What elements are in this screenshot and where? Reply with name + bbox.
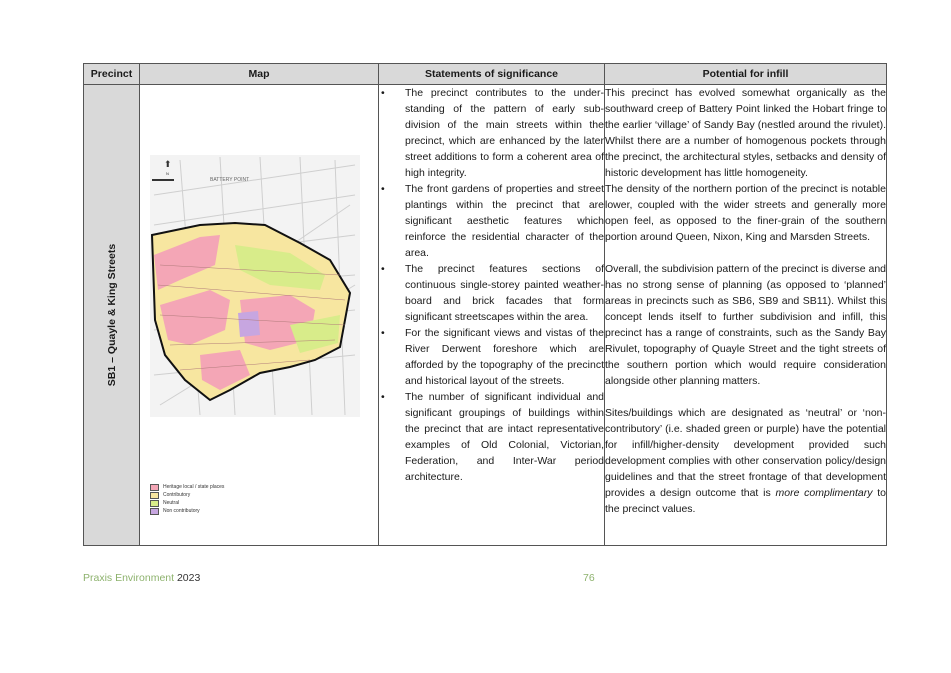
legend-label: Heritage local / state places bbox=[163, 484, 225, 490]
list-item: • The precinct features sections of continuous single-storey painted weather-board and brick facades that form significant streetscapes within the area. bbox=[379, 261, 604, 325]
legend-swatch-contributory bbox=[150, 492, 159, 499]
north-arrow-icon: ⬆ bbox=[164, 159, 172, 169]
precinct-name: SB1 – Quayle & King Streets bbox=[105, 243, 118, 387]
page-number: 76 bbox=[583, 572, 595, 584]
list-item: • The front gardens of properties and street plantings within the precinct that are significant aesthetic features which reinforce the residential character of the area. bbox=[379, 181, 604, 261]
north-label: N bbox=[166, 171, 169, 176]
footer-year: 2023 bbox=[176, 572, 201, 584]
precinct-map bbox=[140, 85, 378, 545]
map-area-label: BATTERY POINT bbox=[210, 177, 250, 183]
table-row bbox=[84, 85, 887, 546]
header-precinct: Precinct bbox=[84, 64, 140, 85]
list-item: • The precinct contributes to the under-standing of the pattern of early sub-division of the main streets within the precinct, which are enhanced by the later street additions to form a coherent area of high integrity. bbox=[379, 85, 604, 181]
list-item: • The number of significant individual and significant groupings of buildings within the precinct that are intact representative examples of Old Colonial, Victorian, Federation, and Inter-War period architecture. bbox=[379, 389, 604, 485]
infill-paragraph bbox=[605, 405, 886, 517]
statements-cell bbox=[379, 85, 605, 546]
non-contributory-area bbox=[238, 311, 260, 337]
infill-paragraph: Overall, the subdivision pattern of the precinct is diverse and has no strong sense of planning (as opposed to ‘planned’ areas in precincts such as SB6, SB9 and SB11). Whilst this concept lends itself to further subdivision and infill, this precinct has a range of constraints, such as the Sandy Bay Rivulet, topography of Quayle Street and the tight streets of the southern portion which would require consideration alongside other planning matters. bbox=[605, 263, 886, 387]
infill-paragraph: This precinct has evolved somewhat organically as the southward creep of Battery Point linked the Hobart fringe to the earlier ‘village’ of Sandy Bay (nestled around the rivulet). Whilst there are a number of homogenous pockets through the precinct, the architectural styles, setbacks and density of historic development has little homogeneity. bbox=[605, 87, 886, 179]
infill-emphasis: more complimentary bbox=[775, 487, 873, 499]
legend-swatch-heritage bbox=[150, 484, 159, 491]
legend-swatch-non-contributory bbox=[150, 508, 159, 515]
footer-brand: Praxis Environment bbox=[83, 572, 175, 584]
table-header-row bbox=[84, 64, 887, 85]
list-item: • For the significant views and vistas of the River Derwent foreshore which are afforded by the topography of the precinct and historical layout of the streets. bbox=[379, 325, 604, 389]
legend-label: Neutral bbox=[163, 500, 180, 506]
scale-bar bbox=[152, 179, 174, 181]
legend-item bbox=[150, 507, 224, 515]
header-map: Map bbox=[140, 64, 379, 85]
infill-cell bbox=[605, 85, 887, 546]
footer-credit bbox=[83, 572, 200, 584]
precinct-cell bbox=[84, 85, 140, 546]
header-statements: Statements of significance bbox=[379, 64, 605, 85]
legend-item bbox=[150, 491, 224, 499]
map-legend bbox=[150, 483, 224, 515]
legend-swatch-neutral bbox=[150, 500, 159, 507]
legend-label: Non contributory bbox=[163, 508, 200, 514]
map-cell bbox=[140, 85, 379, 546]
header-infill: Potential for infill bbox=[605, 64, 887, 85]
infill-text: Sites/buildings which are designated as ‘neutral’ or ‘non-contributory’ (i.e. shaded green or purple) have the potential for infill/higher-density development provided such development complies with other conservation policy/design guidelines and that the street frontage of that development provides a design outcome that is bbox=[605, 407, 886, 499]
precinct-table bbox=[83, 63, 887, 546]
legend-item bbox=[150, 499, 224, 507]
infill-paragraph: The density of the northern portion of the precinct is notable lower, coupled with the wider streets and generally more open feel, as opposed to the finer-grain of the southern portion around Queen, Nixon, King and Marsden Streets. bbox=[605, 183, 886, 243]
statements-list bbox=[379, 85, 604, 485]
legend-item bbox=[150, 483, 224, 491]
legend-label: Contributory bbox=[163, 492, 191, 498]
infill-text-end: to the precinct values. bbox=[605, 487, 886, 515]
